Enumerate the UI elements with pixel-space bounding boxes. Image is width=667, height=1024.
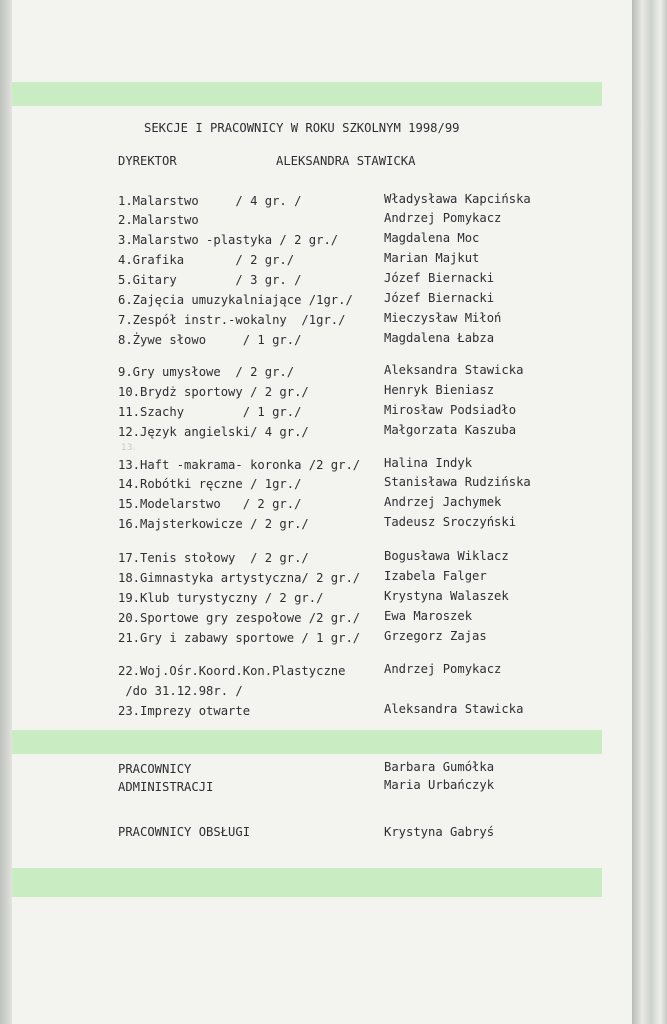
section-person: Mirosław Podsiadło: [384, 403, 517, 417]
section-person: Tadeusz Sroczyński: [384, 515, 517, 529]
director-label: DYREKTOR: [118, 154, 177, 168]
section-name: 16.Majsterkowicze / 2 gr./: [118, 517, 309, 531]
page-binding: [0, 0, 12, 1024]
section-person: Józef Biernacki: [384, 291, 495, 305]
highlight-band-middle: [12, 730, 602, 754]
highlight-band-top: [12, 82, 602, 106]
section-name: 15.Modelarstwo / 2 gr./: [118, 497, 302, 511]
page-title: SEKCJE I PRACOWNICY W ROKU SZKOLNYM 1998/99: [144, 121, 460, 135]
section-name: 2.Malarstwo: [118, 213, 199, 227]
section-person: Magdalena Łabza: [384, 331, 495, 345]
section-name: 3.Malarstwo -plastyka / 2 gr./: [118, 233, 339, 247]
section-person: Andrzej Pomykacz: [384, 211, 502, 225]
admin-person: Maria Urbańczyk: [384, 778, 495, 792]
section-person: Bogusława Wiklacz: [384, 549, 509, 563]
director-name: ALEKSANDRA STAWICKA: [276, 154, 416, 168]
section-person: Henryk Bieniasz: [384, 383, 495, 397]
admin-label: ADMINISTRACJI: [118, 780, 214, 794]
section-name: 7.Zespół instr.-wokalny /1gr./: [118, 313, 346, 327]
section-person: Aleksandra Stawicka: [384, 702, 524, 716]
section-person: Halina Indyk: [384, 456, 473, 470]
section-name: 5.Gitary / 3 gr. /: [118, 273, 302, 287]
section-name: 14.Robótki ręczne / 1gr./: [118, 477, 302, 491]
page-edge: [632, 0, 667, 1024]
admin-label: PRACOWNICY: [118, 762, 192, 776]
service-person: Krystyna Gabryś: [384, 825, 495, 839]
section-name: 13.Haft -makrama- koronka /2 gr./: [118, 458, 361, 472]
section-name: 6.Zajęcia umuzykalniające /1gr./: [118, 293, 353, 307]
section-person: Andrzej Pomykacz: [384, 662, 502, 676]
section-name: 8.Żywe słowo / 1 gr./: [118, 333, 302, 347]
admin-person: Barbara Gumółka: [384, 760, 495, 774]
highlight-band-bottom: [12, 868, 602, 897]
faint-page-mark: 13.: [121, 443, 136, 453]
section-name: 17.Tenis stołowy / 2 gr./: [118, 551, 309, 565]
section-name: 10.Brydż sportowy / 2 gr./: [118, 385, 309, 399]
section-name: 20.Sportowe gry zespołowe /2 gr./: [118, 611, 361, 625]
section-person: Ewa Maroszek: [384, 609, 473, 623]
section-name: 23.Imprezy otwarte: [118, 704, 251, 718]
section-person: Małgorzata Kaszuba: [384, 423, 517, 437]
section-name: 9.Gry umysłowe / 2 gr./: [118, 365, 295, 379]
section-person: Marian Majkut: [384, 251, 480, 265]
service-label: PRACOWNICY OBSŁUGI: [118, 825, 251, 839]
section-person: Aleksandra Stawicka: [384, 363, 524, 377]
section-name-continued: /do 31.12.98r. /: [118, 684, 243, 698]
section-name: 19.Klub turystyczny / 2 gr./: [118, 591, 324, 605]
section-name: 12.Język angielski/ 4 gr./: [118, 425, 309, 439]
section-name: 1.Malarstwo / 4 gr. /: [118, 194, 302, 208]
section-person: Mieczysław Miłoń: [384, 311, 502, 325]
section-name: 4.Grafika / 2 gr./: [118, 253, 295, 267]
section-person: Stanisława Rudzińska: [384, 475, 531, 489]
section-name: 22.Woj.Ośr.Koord.Kon.Plastyczne: [118, 664, 346, 678]
section-person: Krystyna Walaszek: [384, 589, 509, 603]
section-person: Izabela Falger: [384, 569, 487, 583]
section-name: 11.Szachy / 1 gr./: [118, 405, 302, 419]
section-name: 18.Gimnastyka artystyczna/ 2 gr./: [118, 571, 361, 585]
section-name: 21.Gry i zabawy sportowe / 1 gr./: [118, 631, 361, 645]
section-person: Józef Biernacki: [384, 271, 495, 285]
section-person: Magdalena Moc: [384, 231, 480, 245]
section-person: Andrzej Jachymek: [384, 495, 502, 509]
section-person: Grzegorz Zajas: [384, 629, 487, 643]
section-person: Władysława Kapcińska: [384, 192, 531, 206]
